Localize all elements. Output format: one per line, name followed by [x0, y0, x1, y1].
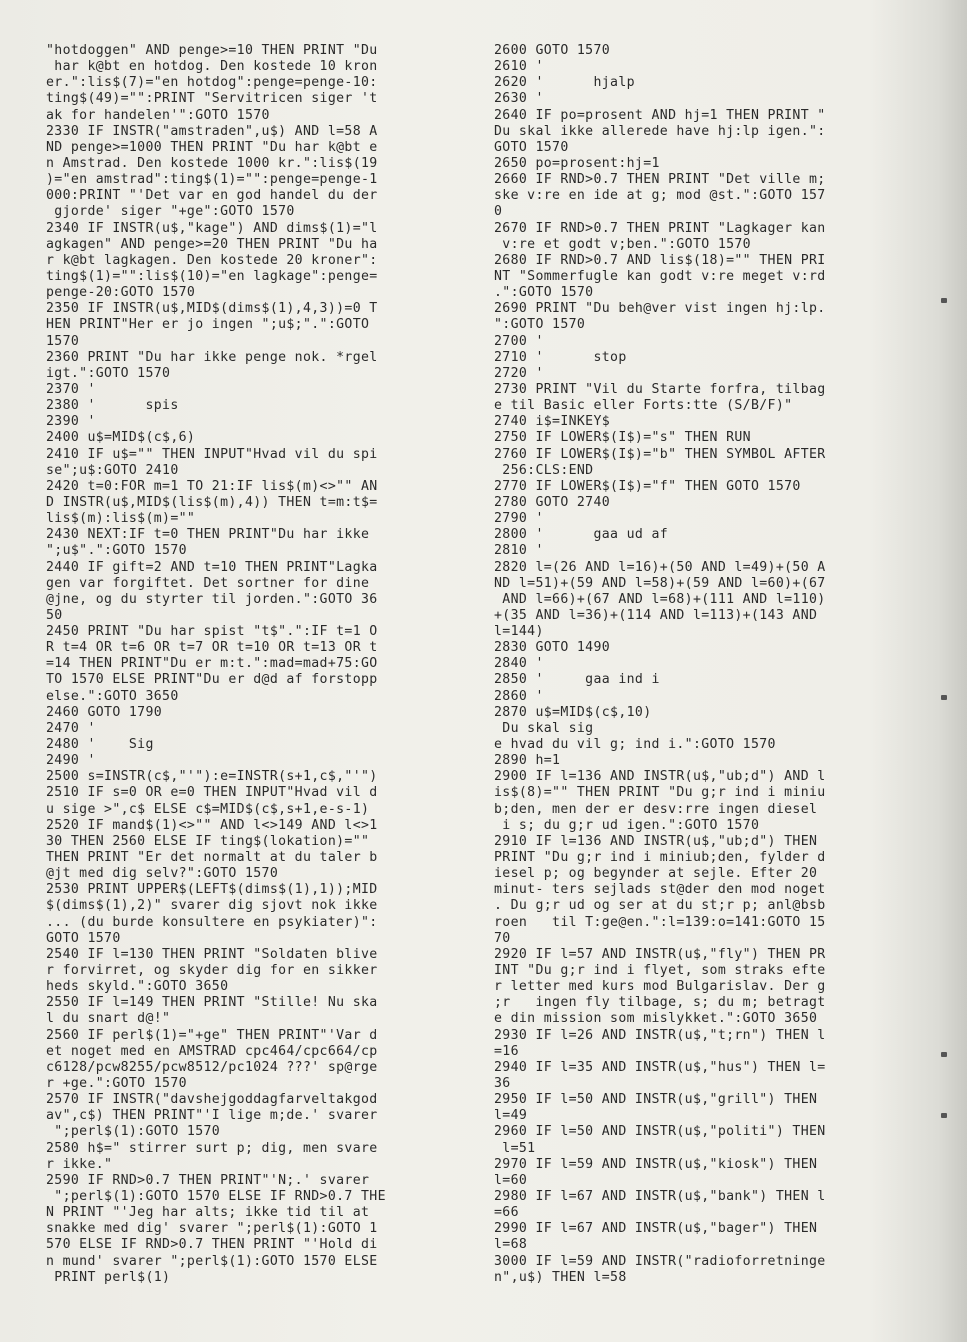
- code-line: AND l=66)+(67 AND l=68)+(111 AND l=110): [494, 591, 826, 607]
- code-line: r ikke.": [46, 1156, 113, 1172]
- code-line: er.":lis$(7)="en hotdog":penge=penge-10:: [46, 75, 378, 91]
- code-line: b;den, men der er desv:rre ingen diesel: [494, 801, 818, 817]
- code-line: igt.":GOTO 1570: [46, 365, 171, 381]
- code-line: et noget med en AMSTRAD cpc464/cpc664/cp: [46, 1043, 378, 1059]
- code-line: 30 THEN 2560 ELSE IF ting$(lokation)="": [46, 833, 370, 849]
- code-line: 2340 IF INSTR(u$,"kage") AND dims$(1)="l: [46, 220, 378, 236]
- code-line: 2980 IF l=67 AND INSTR(u$,"bank") THEN l: [494, 1188, 826, 1204]
- code-line: r +ge.":GOTO 1570: [46, 1076, 187, 1091]
- code-line: N PRINT "'Jeg har alts; ikke tid til at: [46, 1205, 370, 1221]
- code-line: else.":GOTO 3650: [46, 688, 179, 704]
- code-line: 2740 i$=INKEY$: [494, 414, 611, 430]
- code-line: l=68: [494, 1237, 528, 1253]
- code-line: 2940 IF l=35 AND INSTR(u$,"hus") THEN l=: [494, 1059, 826, 1075]
- code-line: e din mission som mislykket.":GOTO 3650: [494, 1011, 818, 1027]
- code-line: 2500 s=INSTR(c$,"'"):e=INSTR(s+1,c$,"'"): [46, 769, 378, 785]
- code-line: ND l=51)+(59 AND l=58)+(59 AND l=60)+(67: [494, 575, 826, 591]
- code-line: 000:PRINT "'Det var en god handel du der: [46, 188, 378, 204]
- code-line: GOTO 1570: [46, 930, 121, 946]
- code-line: roen til T:ge@en.":l=139:o=141:GOTO 15: [494, 914, 826, 930]
- code-line: ... (du burde konsultere en psykiater)":: [46, 914, 378, 930]
- code-line: n mund' svarer ";perl$(1):GOTO 1570 ELSE: [46, 1253, 378, 1269]
- code-line: gen var forgiftet. Det sortner for dine: [46, 575, 370, 591]
- code-line: 2920 IF l=57 AND INSTR(u$,"fly") THEN PR: [494, 946, 826, 962]
- code-line: ";u$".":GOTO 1570: [46, 543, 187, 559]
- code-line: 256:CLS:END: [494, 462, 594, 478]
- code-line: ske v:re en ide at g; mod @st.":GOTO 157: [494, 188, 826, 204]
- code-line: se";u$:GOTO 2410: [46, 462, 179, 478]
- code-line: THEN PRINT "Er det normalt at du taler b: [46, 850, 378, 866]
- code-line: iesel p; og begynder at sejle. Efter 20: [494, 866, 818, 882]
- code-line: 2470 ': [46, 720, 96, 736]
- code-line: 2400 u$=MID$(c$,6): [46, 430, 196, 446]
- code-line: l=144): [494, 624, 544, 640]
- code-line: 2380 ' spis: [46, 398, 179, 414]
- code-line: ND penge>=1000 THEN PRINT "Du har k@bt e: [46, 139, 378, 155]
- code-line: 2630 ': [494, 91, 544, 107]
- code-line: 2730 PRINT "Vil du Starte forfra, tilbag: [494, 381, 826, 397]
- code-line: 2510 IF s=0 OR e=0 THEN INPUT"Hvad vil d: [46, 785, 378, 801]
- code-line: ;r ingen fly tilbage, s; du m; betragt: [494, 995, 826, 1011]
- code-line: 2990 IF l=67 AND INSTR(u$,"bager") THEN: [494, 1221, 818, 1237]
- code-line: D INSTR(u$,MID$(lis$(m),4)) THEN t=m:t$=: [46, 494, 378, 510]
- code-line: e til Basic eller Forts:tte (S/B/F)": [494, 398, 793, 414]
- right-code-column: [494, 43, 914, 1286]
- code-line: 2620 ' hjalp: [494, 75, 635, 91]
- code-line: r k@bt lagkagen. Den kostede 20 kroner":: [46, 252, 378, 268]
- code-line: 2590 IF RND>0.7 THEN PRINT"'N;.' svarer: [46, 1172, 370, 1188]
- code-line: 2970 IF l=59 AND INSTR(u$,"kiosk") THEN: [494, 1156, 818, 1172]
- code-line: 2710 ' stop: [494, 349, 627, 365]
- code-line: 2570 IF INSTR("davshejgoddagfarveltakgod: [46, 1092, 378, 1108]
- code-line: )="en amstrad":ting$(1)="":penge=penge-1: [46, 172, 378, 188]
- code-line: r letter med kurs mod Bulgarislav. Der g: [494, 979, 826, 995]
- code-line: lis$(m):lis$(m)="": [46, 511, 196, 527]
- code-line: i s; du g;r ud igen.":GOTO 1570: [494, 817, 760, 833]
- code-line: n",u$) THEN l=58: [494, 1269, 627, 1285]
- code-line: 2430 NEXT:IF t=0 THEN PRINT"Du har ikke: [46, 527, 370, 543]
- code-line: 2930 IF l=26 AND INSTR(u$,"t;rn") THEN l: [494, 1027, 826, 1043]
- code-line: gjorde' siger "+ge":GOTO 1570: [46, 204, 295, 220]
- code-line: r forvirret, og skyder dig for en sikker: [46, 963, 378, 979]
- code-line: "hotdoggen" AND penge>=10 THEN PRINT "Du: [46, 43, 378, 58]
- code-line: $(dims$(1),2)" svarer dig sjovt nok ikke: [46, 898, 378, 914]
- code-line: c6128/pcw8255/pcw8512/pc1024 ???' sp@rge: [46, 1059, 378, 1075]
- code-line: har k@bt en hotdog. Den kostede 10 kron: [46, 59, 378, 75]
- code-line: 2690 PRINT "Du beh@ver vist ingen hj:lp.: [494, 301, 826, 317]
- code-line: 2840 ': [494, 656, 544, 672]
- code-line: 2540 IF l=130 THEN PRINT "Soldaten blive: [46, 946, 378, 962]
- code-line: PRINT perl$(1): [46, 1269, 171, 1285]
- code-line: 2780 GOTO 2740: [494, 494, 611, 510]
- code-line: u sige >",c$ ELSE c$=MID$(c$,s+1,e-s-1): [46, 801, 370, 817]
- code-line: 2530 PRINT UPPER$(LEFT$(dims$(1),1));MID: [46, 882, 378, 898]
- code-line: 2420 t=0:FOR m=1 TO 21:IF lis$(m)<>"" AN: [46, 478, 378, 494]
- code-line: agkagen" AND penge>=20 THEN PRINT "Du ha: [46, 236, 378, 252]
- code-line: Du skal ikke allerede have hj:lp igen.":: [494, 123, 826, 139]
- code-line: 2610 ': [494, 59, 544, 75]
- code-line: 2640 IF po=prosent AND hj=1 THEN PRINT ": [494, 107, 826, 123]
- code-line: 1570: [46, 333, 80, 349]
- code-line: 2700 ': [494, 333, 544, 349]
- code-line: 2820 l=(26 AND l=16)+(50 AND l=49)+(50 A: [494, 559, 826, 575]
- code-line: 2830 GOTO 1490: [494, 640, 611, 656]
- code-line: 2460 GOTO 1790: [46, 704, 163, 720]
- code-line: . Du g;r ud og ser at du st;r p; anl@bsb: [494, 898, 826, 914]
- code-line: ak for handelen'":GOTO 1570: [46, 107, 270, 123]
- code-line: 2520 IF mand$(1)<>"" AND l<>149 AND l<>1: [46, 817, 378, 833]
- code-line: 2900 IF l=136 AND INSTR(u$,"ub;d") AND l: [494, 769, 826, 785]
- code-line: l=51: [494, 1140, 536, 1156]
- code-line: 2870 u$=MID$(c$,10): [494, 704, 652, 720]
- code-line: l=60: [494, 1172, 528, 1188]
- code-line: 2720 ': [494, 365, 544, 381]
- code-line: 2910 IF l=136 AND INSTR(u$,"ub;d") THEN: [494, 833, 818, 849]
- code-line: .":GOTO 1570: [494, 285, 594, 301]
- code-line: 2480 ' Sig: [46, 737, 154, 753]
- code-line: +(35 AND l=36)+(114 AND l=113)+(143 AND: [494, 607, 818, 623]
- code-line: 2810 ': [494, 543, 544, 559]
- code-line: =16: [494, 1043, 519, 1059]
- code-line: =66: [494, 1205, 519, 1221]
- code-line: 2960 IF l=50 AND INSTR(u$,"politi") THEN: [494, 1124, 826, 1140]
- code-line: 3000 IF l=59 AND INSTR("radioforretninge: [494, 1253, 826, 1269]
- binder-hole-mark: [941, 1052, 947, 1057]
- code-line: 70: [494, 930, 511, 946]
- code-line: v:re et godt v;ben.":GOTO 1570: [494, 236, 751, 252]
- code-line: Du skal sig: [494, 720, 594, 736]
- code-line: 2760 IF LOWER$(I$)="b" THEN SYMBOL AFTER: [494, 446, 826, 462]
- code-line: e hvad du vil g; ind i.":GOTO 1570: [494, 737, 776, 753]
- code-line: 2800 ' gaa ud af: [494, 527, 669, 543]
- code-line: 2390 ': [46, 414, 96, 430]
- binder-hole-mark: [941, 298, 947, 303]
- code-line: 2790 ': [494, 511, 544, 527]
- code-line: snakke med dig' svarer ";perl$(1):GOTO 1: [46, 1221, 378, 1237]
- binder-hole-mark: [941, 1113, 947, 1118]
- binder-hole-mark: [941, 695, 947, 700]
- code-line: PRINT "Du g;r ind i miniub;den, fylder d: [494, 850, 826, 866]
- code-line: ";perl$(1):GOTO 1570 ELSE IF RND>0.7 THE: [46, 1188, 386, 1204]
- code-line: 2950 IF l=50 AND INSTR(u$,"grill") THEN: [494, 1092, 818, 1108]
- code-line: 2770 IF LOWER$(I$)="f" THEN GOTO 1570: [494, 478, 801, 494]
- code-line: 2680 IF RND>0.7 AND lis$(18)="" THEN PRI: [494, 252, 826, 268]
- code-line: R t=4 OR t=6 OR t=7 OR t=10 OR t=13 OR t: [46, 640, 378, 656]
- code-line: penge-20:GOTO 1570: [46, 285, 196, 301]
- code-line: 2360 PRINT "Du har ikke penge nok. *rgel: [46, 349, 378, 365]
- code-line: 2450 PRINT "Du har spist "t$".":IF t=1 O: [46, 624, 378, 640]
- left-code-column: [46, 43, 446, 1286]
- code-line: 2490 ': [46, 753, 96, 769]
- code-line: 50: [46, 607, 63, 623]
- code-line: 2650 po=prosent:hj=1: [494, 155, 660, 171]
- code-line: 2750 IF LOWER$(I$)="s" THEN RUN: [494, 430, 751, 446]
- code-line: 2560 IF perl$(1)="+ge" THEN PRINT"'Var d: [46, 1027, 378, 1043]
- code-line: heds skyld.":GOTO 3650: [46, 979, 229, 995]
- code-line: 2890 h=1: [494, 753, 561, 769]
- code-line: 2660 IF RND>0.7 THEN PRINT "Det ville m;: [494, 172, 826, 188]
- code-line: 2350 IF INSTR(u$,MID$(dims$(1),4,3))=0 T: [46, 301, 378, 317]
- code-line: 2550 IF l=149 THEN PRINT "Stille! Nu ska: [46, 995, 378, 1011]
- code-line: 0: [494, 204, 503, 220]
- code-line: 2370 ': [46, 381, 96, 397]
- code-line: TO 1570 ELSE PRINT"Du er d@d af forstopp: [46, 672, 378, 688]
- code-line: ting$(49)="":PRINT "Servitricen siger 't: [46, 91, 378, 107]
- code-line: GOTO 1570: [494, 139, 569, 155]
- code-line: 2580 h$=" stirrer surt p; dig, men svare: [46, 1140, 378, 1156]
- code-line: @jne, og du styrter til jorden.":GOTO 36: [46, 591, 378, 607]
- code-line: n Amstrad. Den kostede 1000 kr.":lis$(19: [46, 155, 378, 171]
- code-line: ":GOTO 1570: [494, 317, 586, 333]
- code-line: minut- ters sejlads st@der den mod noget: [494, 882, 826, 898]
- code-line: INT "Du g;r ind i flyet, som straks efte: [494, 963, 826, 979]
- code-line: ting$(1)="":lis$(10)="en lagkage":penge=: [46, 268, 378, 284]
- code-line: ";perl$(1):GOTO 1570: [46, 1124, 221, 1140]
- code-line: 570 ELSE IF RND>0.7 THEN PRINT "'Hold di: [46, 1237, 378, 1253]
- code-line: 36: [494, 1076, 511, 1091]
- code-line: 2860 ': [494, 688, 544, 704]
- code-line: 2440 IF gift=2 AND t=10 THEN PRINT"Lagka: [46, 559, 378, 575]
- code-line: is$(8)="" THEN PRINT "Du g;r ind i miniu: [494, 785, 826, 801]
- code-line: 2670 IF RND>0.7 THEN PRINT "Lagkager kan: [494, 220, 826, 236]
- code-line: =14 THEN PRINT"Du er m:t.":mad=mad+75:GO: [46, 656, 378, 672]
- code-line: l=49: [494, 1108, 528, 1124]
- code-line: l du snart d@!": [46, 1011, 171, 1027]
- code-line: 2600 GOTO 1570: [494, 43, 611, 58]
- code-line: 2410 IF u$="" THEN INPUT"Hvad vil du spi: [46, 446, 378, 462]
- code-line: NT "Sommerfugle kan godt v:re meget v:rd: [494, 268, 826, 284]
- code-line: @jt med dig selv?":GOTO 1570: [46, 866, 279, 882]
- code-line: HEN PRINT"Her er jo ingen ";u$;".":GOTO: [46, 317, 370, 333]
- code-line: 2330 IF INSTR("amstraden",u$) AND l=58 A: [46, 123, 378, 139]
- code-line: av",c$) THEN PRINT"'I lige m;de.' svarer: [46, 1108, 378, 1124]
- code-line: 2850 ' gaa ind i: [494, 672, 660, 688]
